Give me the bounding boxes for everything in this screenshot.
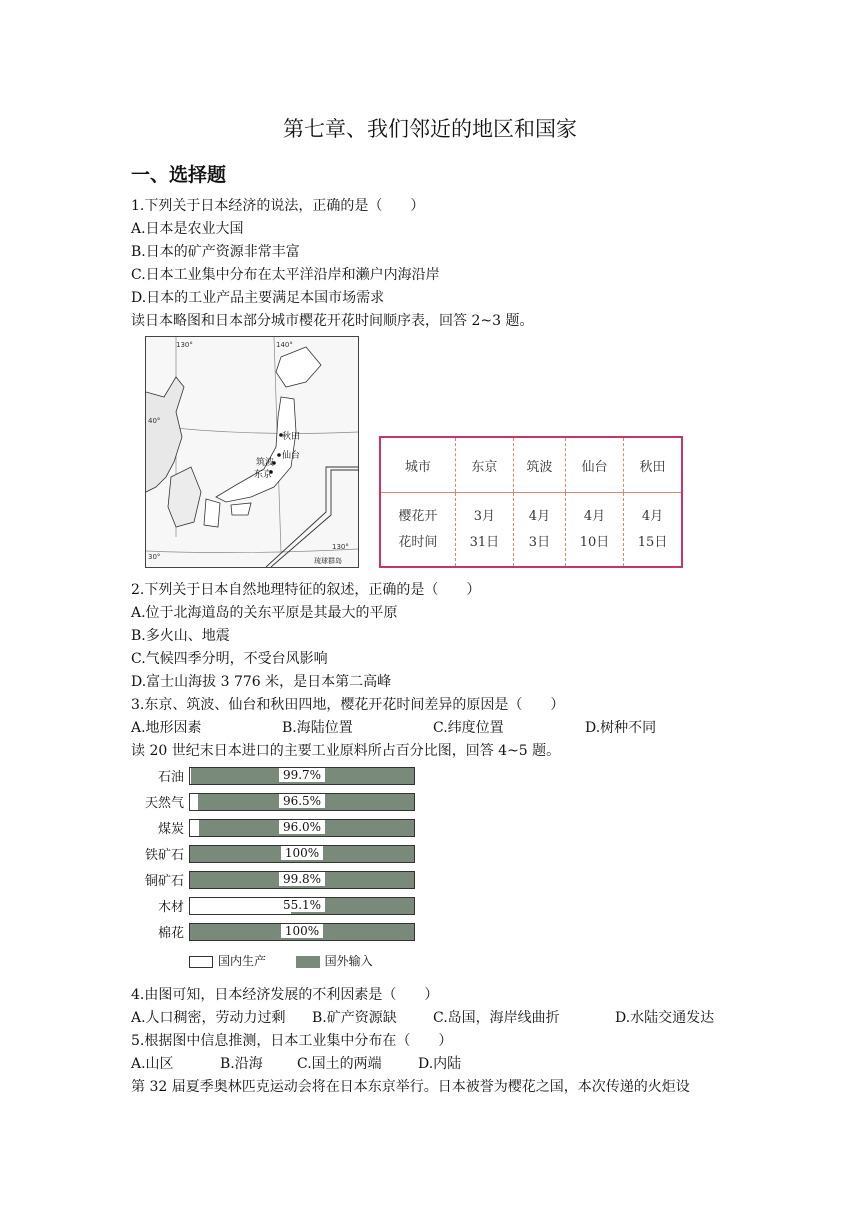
- intro-map: 读日本略图和日本部分城市樱花开花时间顺序表，回答 2~3 题。: [131, 313, 534, 329]
- intro-chart: 读 20 世纪末日本进口的主要工业原料所占百分比图，回答 4~5 题。: [131, 743, 561, 759]
- bar-track: [189, 819, 415, 837]
- row-label: [381, 493, 455, 567]
- q1-stem: 1.下列关于日本经济的说法，正确的是（ ）: [131, 198, 425, 214]
- cell-day: 31日: [469, 534, 500, 550]
- q3-option-d: D.树种不同: [585, 720, 657, 736]
- q1-option-d: D.日本的工业产品主要满足本国市场需求: [131, 290, 385, 306]
- q2-option-b: B.多火山、地震: [131, 628, 230, 644]
- q5-option-d: D.内陆: [418, 1056, 462, 1072]
- bar-track: [189, 923, 415, 941]
- bar-value-text: 99.7%: [279, 768, 325, 782]
- q4-option-b: B.矿产资源缺: [312, 1010, 397, 1026]
- q5-option-b: B.沿海: [220, 1056, 263, 1072]
- q2-stem: 2.下列关于日本自然地理特征的叙述，正确的是（ ）: [131, 582, 481, 598]
- q4-option-c: C.岛国，海岸线曲折: [433, 1010, 560, 1026]
- bar-value-text: 100%: [281, 924, 323, 938]
- q5-stem: 5.根据图中信息推测，日本工业集中分布在（ ）: [131, 1033, 453, 1049]
- lat-label-40: 40°: [148, 417, 161, 425]
- bar-category-label: 木材: [157, 900, 184, 915]
- bar-value-label: [190, 768, 414, 782]
- table-cell: [513, 493, 565, 567]
- cell-day: 3日: [528, 534, 551, 550]
- cell-month: 4月: [528, 508, 551, 524]
- legend-domestic: 国内生产: [218, 954, 267, 968]
- bar-value-text: 96.5%: [279, 794, 325, 808]
- table-header-cell: 东京: [455, 438, 513, 493]
- japan-map: [145, 336, 359, 568]
- lat-label-30: 30°: [148, 553, 161, 561]
- chart-legend: [189, 952, 373, 969]
- cell-day: 10日: [579, 534, 610, 550]
- bar-value-text: 96.0%: [279, 820, 325, 834]
- lon-label-140: 140°: [276, 341, 293, 349]
- table-cell: [624, 493, 681, 567]
- bar-value-text: 55.1%: [279, 898, 325, 912]
- bar-category-label: 煤炭: [157, 822, 184, 837]
- bar-row: [131, 791, 441, 811]
- import-ratio-chart: [131, 765, 441, 975]
- city-tsukuba: 筑波: [256, 458, 275, 468]
- table-cell: [455, 493, 513, 567]
- lon-label-bottom: 130°: [332, 543, 349, 551]
- bar-category-label: 铁矿石: [144, 848, 184, 863]
- q4-option-d: D.水陆交通发达: [615, 1010, 715, 1026]
- q1-option-c: C.日本工业集中分布在太平洋沿岸和濑户内海沿岸: [131, 267, 440, 283]
- table-header-cell: 秋田: [624, 438, 681, 493]
- bar-value-label: [190, 898, 414, 912]
- bar-track: [189, 793, 415, 811]
- bar-track: [189, 767, 415, 785]
- bar-value-label: [190, 820, 414, 834]
- bar-value-text: 100%: [281, 846, 323, 860]
- bar-track: [189, 897, 415, 915]
- table-cell: [565, 493, 623, 567]
- bar-value-text: 99.8%: [279, 872, 325, 886]
- q3-option-b: B.海陆位置: [282, 720, 353, 736]
- bar-row: [131, 765, 441, 785]
- q3-stem: 3.东京、筑波、仙台和秋田四地，樱花开花时间差异的原因是（ ）: [131, 697, 565, 713]
- q2-option-d: D.富士山海拔 3 776 米，是日本第二高峰: [131, 674, 392, 690]
- bar-category-label: 棉花: [157, 926, 184, 941]
- q2-option-c: C.气候四季分明，不受台风影响: [131, 651, 328, 667]
- cell-month: 3月: [473, 508, 496, 524]
- row-label-line2: 花时间: [398, 534, 438, 550]
- section-heading: 一、选择题: [131, 164, 227, 186]
- q3-option-a: A.地形因素: [131, 720, 202, 736]
- q6-intro: 第 32 届夏季奥林匹克运动会将在日本东京举行。日本被誉为樱花之国，本次传递的火炬设: [131, 1079, 690, 1095]
- bar-value-label: [190, 872, 414, 886]
- bar-row: [131, 895, 441, 915]
- japan-map-drawing: [146, 337, 358, 567]
- city-tokyo: 东京: [254, 470, 273, 480]
- bar-value-label: [190, 846, 414, 860]
- city-sendai: 仙台: [282, 451, 301, 461]
- q4-option-a: A.人口稠密，劳动力过剩: [131, 1010, 286, 1026]
- bar-value-label: [190, 924, 414, 938]
- bar-category-label: 天然气: [144, 796, 184, 811]
- bar-category-label: 石油: [157, 770, 184, 785]
- bar-row: [131, 921, 441, 941]
- lon-label-top: 130°: [176, 341, 193, 349]
- legend-import: 国外输入: [324, 954, 373, 968]
- page-title: 第七章、我们邻近的地区和国家: [283, 117, 577, 141]
- q1-option-a: A.日本是农业大国: [131, 221, 244, 237]
- cell-day: 15日: [637, 534, 668, 550]
- cell-month: 4月: [641, 508, 664, 524]
- bar-row: [131, 869, 441, 889]
- bar-row: [131, 843, 441, 863]
- cell-month: 4月: [583, 508, 606, 524]
- legend-swatch-import: [296, 956, 320, 968]
- q4-stem: 4.由图可知，日本经济发展的不利因素是（ ）: [131, 987, 439, 1003]
- q1-option-b: B.日本的矿产资源非常丰富: [131, 244, 300, 260]
- legend-swatch-domestic: [189, 956, 213, 968]
- bar-row: [131, 817, 441, 837]
- ryukyu-label: 琉球群岛: [314, 557, 342, 565]
- q2-option-a: A.位于北海道岛的关东平原是其最大的平原: [131, 605, 398, 621]
- bar-track: [189, 845, 415, 863]
- table-header-cell: 筑波: [513, 438, 565, 493]
- cherry-blossom-table: [379, 436, 683, 568]
- bar-category-label: 铜矿石: [144, 874, 184, 889]
- q5-option-c: C.国土的两端: [297, 1056, 382, 1072]
- table-header-cell: 仙台: [565, 438, 623, 493]
- q5-option-a: A.山区: [131, 1056, 174, 1072]
- bar-track: [189, 871, 415, 889]
- row-label-line1: 樱花开: [398, 508, 438, 524]
- q3-option-c: C.纬度位置: [433, 720, 504, 736]
- table-header-cell: 城市: [381, 438, 455, 493]
- city-akita: 秋田: [282, 432, 301, 442]
- bar-value-label: [190, 794, 414, 808]
